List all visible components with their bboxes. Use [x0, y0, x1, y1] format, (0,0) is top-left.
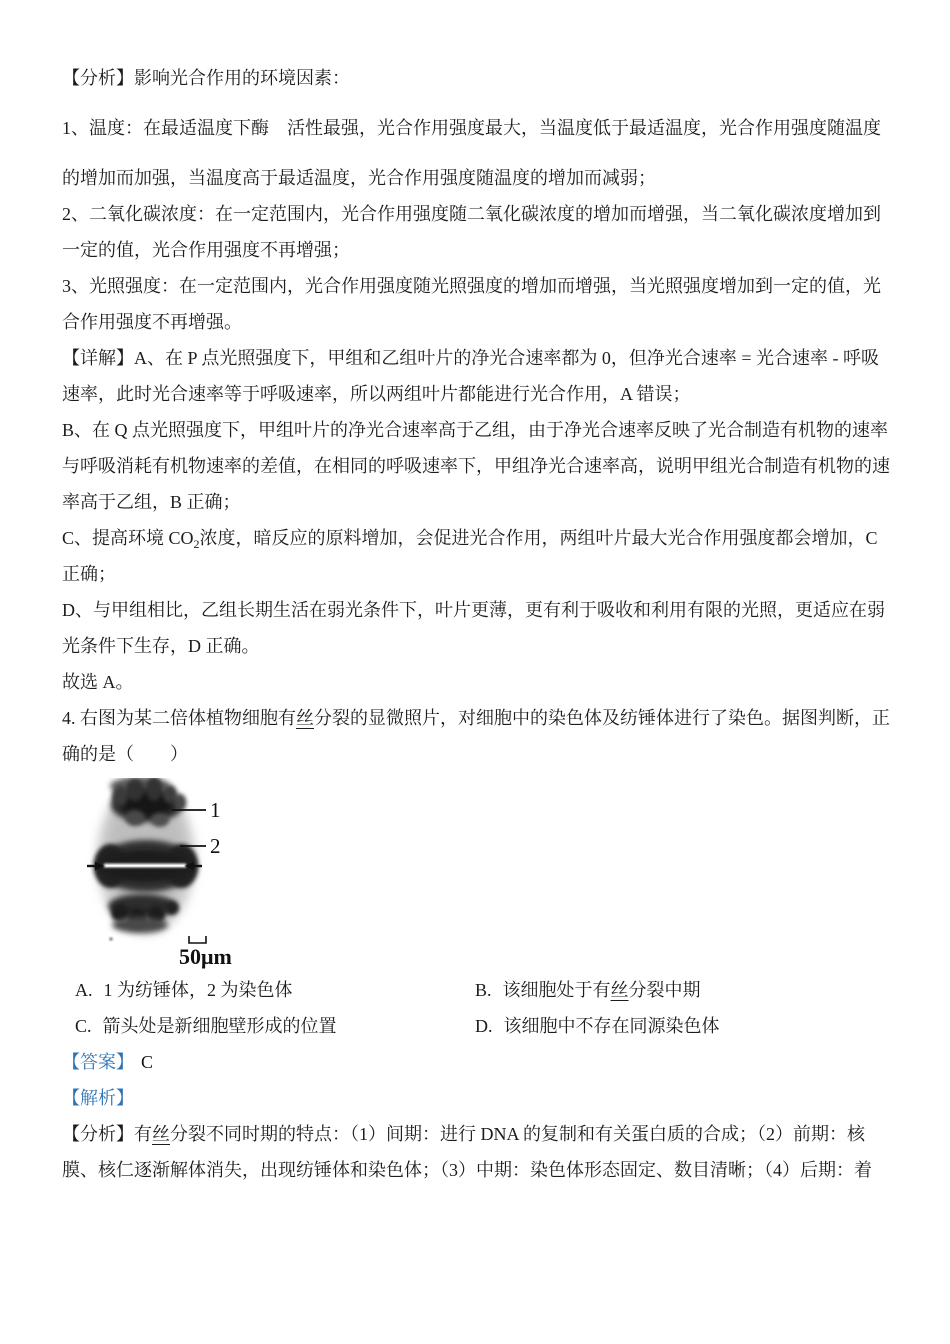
detail-option-a-line-2: 速率，此时光合速率等于呼吸速率，所以两组叶片都能进行光合作用，A 错误；: [62, 384, 691, 404]
q4-stem-underlined: 丝: [296, 708, 314, 728]
question4-stem-line-2: 确的是（ ）: [62, 744, 188, 764]
option-c-text: 箭头处是新细胞壁形成的位置: [102, 1016, 337, 1036]
q4-analysis-line-1: [62, 1116, 888, 1152]
figure-label-1: 1: [210, 798, 221, 822]
option-c: [75, 1008, 475, 1044]
analysis-heading-line: 【分析】影响光合作用的环境因素：: [62, 68, 350, 88]
option-a-key: A.: [75, 980, 93, 1000]
option-b-underlined: 丝: [610, 980, 629, 1000]
q4-stem-post: 分裂的显微照片，对细胞中的染色体及纺锤体进行了染色。据图判断，正: [314, 708, 890, 728]
detail-c-text-pre: C、提高环境 CO: [62, 528, 194, 548]
scale-text: 50μm: [179, 944, 232, 969]
option-d-text: 该细胞中不存在同源染色体: [503, 1016, 720, 1036]
analysis-section-label: 【解析】: [62, 1088, 134, 1108]
answer-line: [62, 1044, 888, 1080]
option-c-key: C.: [75, 1016, 92, 1036]
q4-analysis-underlined: 丝: [152, 1124, 170, 1144]
detail-option-d-line-1: D、与甲组相比，乙组长期生活在弱光条件下，叶片更薄，更有利于吸收和利用有限的光照，更适应在弱: [62, 600, 885, 620]
option-b-text-post: 分裂中期: [628, 980, 701, 1000]
detail-option-b-line-1: B、在 Q 点光照强度下，甲组叶片的净光合速率高于乙组，由于净光合速率反映了光合制造有机物的速率: [62, 420, 889, 440]
question4-stem-line-1: [62, 700, 888, 736]
option-a: [75, 972, 475, 1008]
factor-co2-line-1: 2、二氧化碳浓度：在一定范围内，光合作用强度随二氧化碳浓度的增加而增强，当二氧化碳浓度增加到: [62, 204, 881, 224]
options-row-1: [62, 972, 888, 1008]
option-b-key: B.: [475, 980, 492, 1000]
option-d-key: D.: [475, 1016, 493, 1036]
q4-stem-pre: 4. 右图为某二倍体植物细胞有: [62, 708, 296, 728]
option-b: [475, 972, 888, 1008]
figure-label-2: 2: [210, 834, 221, 858]
detail-option-c-line-1: [62, 520, 888, 556]
detail-option-c-line-2: 正确；: [62, 564, 116, 584]
detail-option-b-line-3: 率高于乙组，B 正确；: [62, 492, 241, 512]
answer-label: 【答案】: [62, 1052, 134, 1072]
mitosis-micrograph-figure: [62, 772, 888, 972]
analysis-section-label-line: [62, 1080, 888, 1116]
q4-analysis-line-2: 膜、核仁逐渐解体消失，出现纺锤体和染色体；（3）中期：染色体形态固定、数目清晰；（4）后期：着: [62, 1160, 872, 1180]
factor-light-line-1: 3、光照强度：在一定范围内，光合作用强度随光照强度的增加而增强，当光照强度增加到一定的值，光: [62, 276, 881, 296]
scale-bar: [189, 936, 206, 943]
detail-option-b-line-2: 与呼吸消耗有机物速率的差值，在相同的呼吸速率下，甲组净光合速率高，说明甲组光合制造有机物的速: [62, 456, 890, 476]
detail-option-d-line-2: 光条件下生存，D 正确。: [62, 636, 260, 656]
detail-c-text-post: 浓度，暗反应的原料增加，会促进光合作用，两组叶片最大光合作用强度都会增加，C: [199, 528, 878, 548]
options-row-2: [62, 1008, 888, 1044]
co2-subscript: 2: [193, 537, 200, 551]
detail-option-a-line-1: 【详解】A、在 P 点光照强度下，甲组和乙组叶片的净光合速率都为 0，但净光合速率 = 光合速率 - 呼吸: [62, 348, 879, 368]
mitosis-micrograph: [80, 778, 315, 973]
factor-temperature-line-1: 1、温度：在最适温度下酶 活性最强，光合作用强度最大，当温度低于最适温度，光合作用强度随温度: [62, 118, 881, 138]
q4-analysis-post: 分裂不同时期的特点：（1）间期：进行 DNA 的复制和有关蛋白质的合成；（2）前期：核: [170, 1124, 866, 1144]
option-a-text: 1 为纺锤体，2 为染色体: [103, 980, 293, 1000]
q4-analysis-pre: 【分析】有: [62, 1124, 152, 1144]
factor-temperature-line-2: 的增加而加强，当温度高于最适温度，光合作用强度随温度的增加而减弱；: [62, 168, 656, 188]
option-d: [475, 1008, 888, 1044]
final-choice-line: 故选 A。: [62, 672, 134, 692]
debris-dot: [110, 938, 113, 941]
factor-light-line-2: 合作用强度不再增强。: [62, 312, 242, 332]
answer-value: C: [141, 1052, 154, 1072]
option-b-text-pre: 该细胞处于有: [502, 980, 611, 1000]
factor-co2-line-2: 一定的值，光合作用强度不再增强；: [62, 240, 350, 260]
